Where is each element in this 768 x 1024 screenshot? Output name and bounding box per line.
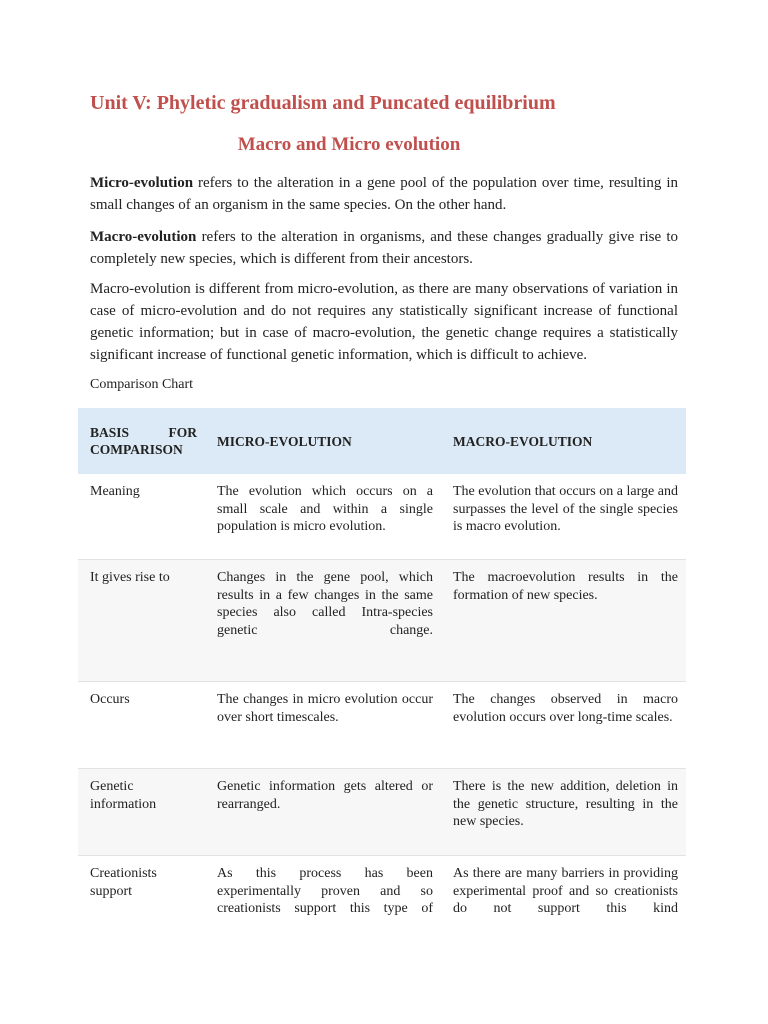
- row-micro: The changes in micro evolution occur over short timescales.: [205, 682, 441, 769]
- table-header-row: [78, 408, 686, 474]
- row-basis: Meaning: [78, 474, 205, 560]
- table-row: [78, 769, 686, 856]
- macro-evolution-paragraph: [90, 226, 678, 270]
- row-micro: The evolution which occurs on a small scale and within a single population is micro evolution.: [205, 474, 441, 560]
- header-micro: MICRO-EVOLUTION: [205, 408, 441, 474]
- row-basis: It gives rise to: [78, 560, 205, 682]
- section-heading: Macro and Micro evolution: [237, 134, 461, 155]
- row-macro: The changes observed in macro evolution occurs over long-time scales.: [441, 682, 686, 769]
- micro-evolution-term: Micro-evolution: [90, 175, 194, 191]
- table-row: [78, 474, 686, 560]
- macro-evolution-definition: refers to the alteration in organisms, and these changes gradually give rise to completely new species, which is different from their ancestors.: [90, 229, 678, 267]
- comparison-chart-label: Comparison Chart: [90, 377, 194, 392]
- row-macro: The evolution that occurs on a large and surpasses the level of the single species is macro evolution.: [441, 474, 686, 560]
- row-basis: Creationists support: [90, 866, 157, 899]
- page-bottom-margin: [0, 918, 768, 1024]
- header-macro: MACRO-EVOLUTION: [441, 408, 686, 474]
- row-macro: As there are many barriers in providing experimental proof and so creationists do not support this kind: [453, 866, 678, 916]
- row-micro: Genetic information gets altered or rearranged.: [205, 769, 441, 856]
- micro-evolution-paragraph: [90, 172, 678, 216]
- unit-heading: Unit V: Phyletic gradualism and Puncated equilibrium: [90, 92, 556, 114]
- row-macro: There is the new addition, deletion in the genetic structure, resulting in the new species.: [441, 769, 686, 856]
- table-row: [78, 682, 686, 769]
- macro-evolution-term: Macro-evolution: [90, 229, 197, 245]
- table-row: [78, 560, 686, 682]
- row-basis: Occurs: [78, 682, 205, 769]
- row-micro: Changes in the gene pool, which results in a few changes in the same species also called Intra-species genetic change.: [205, 560, 441, 682]
- row-basis: Genetic information: [78, 769, 205, 856]
- difference-paragraph: Macro-evolution is different from micro-evolution, as there are many observations of variation in case of micro-evolution and do not requires any statistically significant increase of functional genetic information; but in case of macro-evolution, the genetic change requires a statistically significant increase of functional genetic information, which is difficult to achieve.: [90, 281, 678, 363]
- header-basis: BASIS FOR COMPARISON: [78, 408, 205, 474]
- comparison-table: [78, 408, 686, 935]
- row-macro: The macroevolution results in the formation of new species.: [441, 560, 686, 682]
- micro-evolution-definition: refers to the alteration in a gene pool of the population over time, resulting in small changes of an organism in the same species. On the other hand.: [90, 175, 678, 213]
- row-micro: As this process has been experimentally proven and so creationists support this type of: [217, 866, 433, 916]
